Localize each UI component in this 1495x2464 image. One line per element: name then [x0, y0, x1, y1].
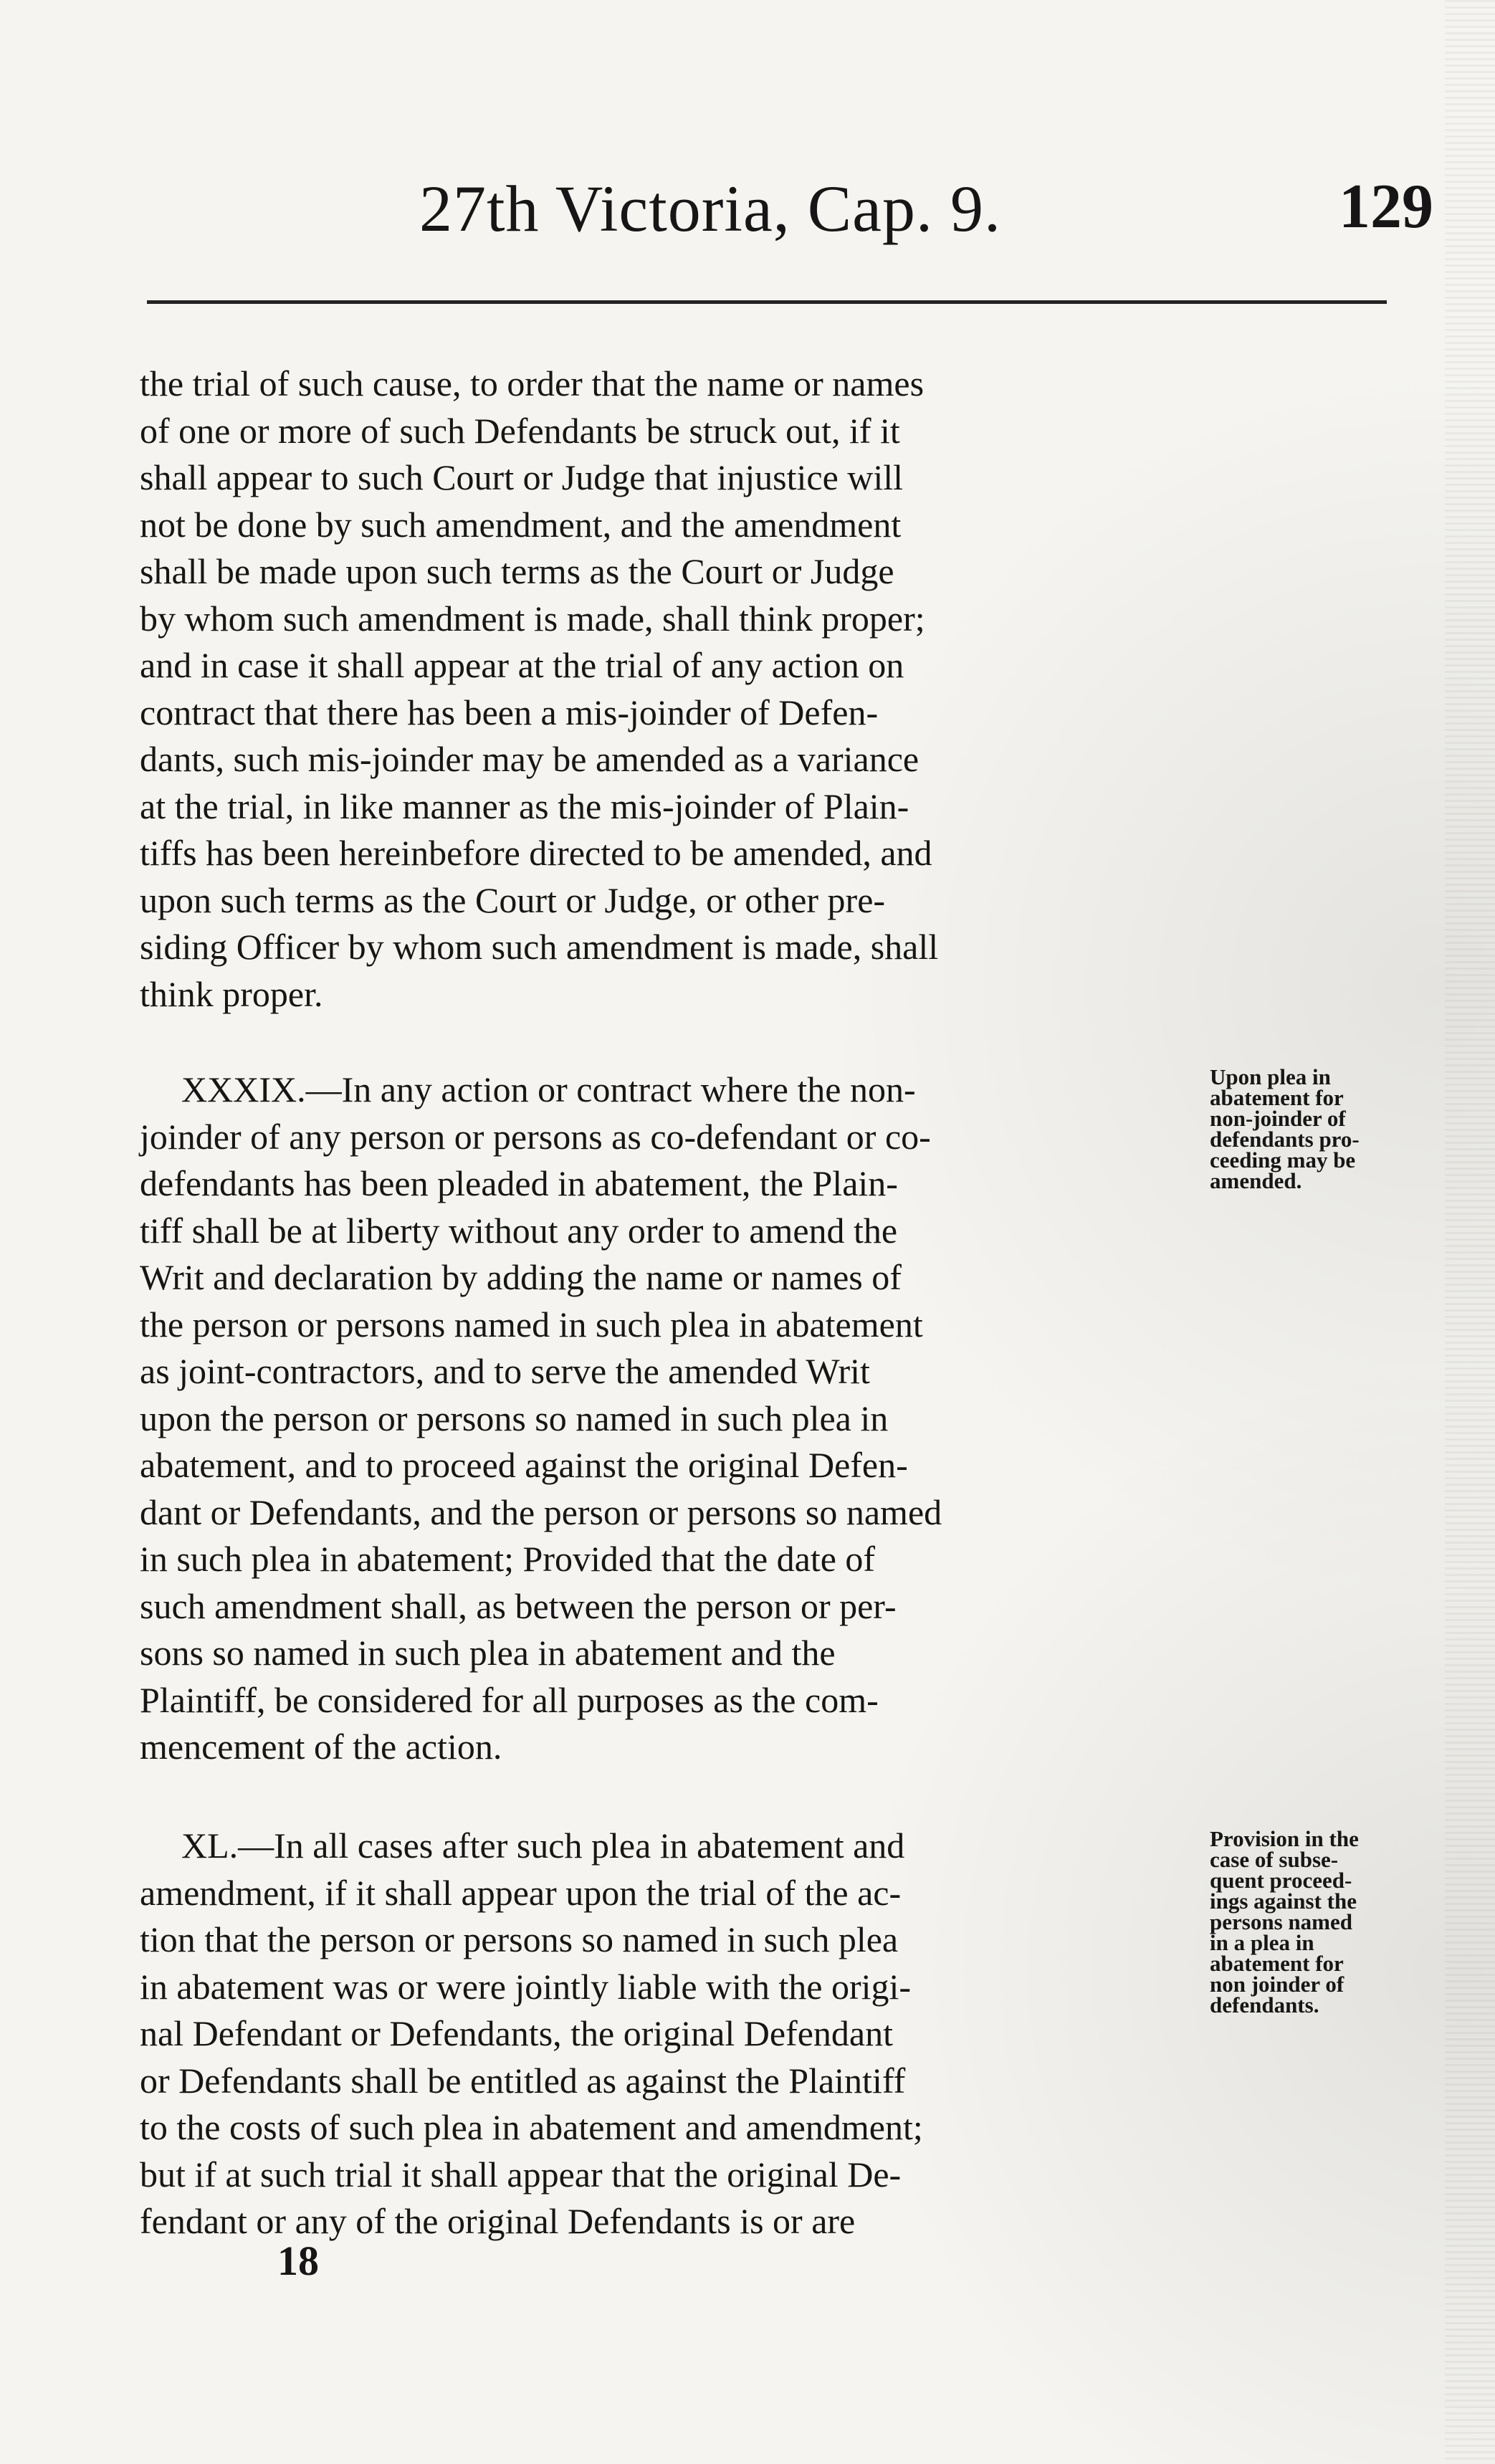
text-line: sons so named in such plea in abatement and the: [140, 1633, 836, 1673]
text-line: of one or more of such Defendants be struck out, if it: [140, 410, 900, 451]
text-line: tion that the person or persons so named in such plea: [140, 1919, 899, 1959]
text-line: abatement, and to proceed against the original Defen-: [140, 1445, 908, 1485]
page-edge-shadow: [1445, 0, 1495, 2464]
marginal-note-line: non-joinder of: [1210, 1106, 1346, 1131]
section-xxxix: [140, 1066, 1195, 1771]
text-line: the trial of such cause, to order that the name or names: [140, 363, 925, 403]
text-line: tiff shall be at liberty without any order to amend the: [140, 1210, 898, 1251]
text-line: Plaintiff, be considered for all purposes as the com-: [140, 1679, 879, 1720]
text-line: tiffs has been hereinbefore directed to be amended, and: [140, 833, 932, 873]
section-xl: [140, 1823, 1195, 2245]
marginal-note-line: ceeding may be: [1210, 1147, 1356, 1173]
text-line: and in case it shall appear at the trial of any action on: [140, 645, 904, 685]
marginal-note-line: ings against the: [1210, 1888, 1357, 1914]
text-line: to the costs of such plea in abatement and amendment;: [140, 2107, 923, 2147]
text-line: not be done by such amendment, and the amendment: [140, 504, 902, 545]
text-line: dants, such mis-joinder may be amended as a variance: [140, 739, 920, 779]
text-line: defendants has been pleaded in abatement, the Plain-: [140, 1163, 898, 1203]
marginal-note-line: Provision in the: [1210, 1826, 1359, 1851]
marginal-note-2: [1210, 1828, 1426, 2015]
marginal-note-line: in a plea in: [1210, 1930, 1314, 1955]
marginal-note-line: case of subse-: [1210, 1847, 1339, 1872]
marginal-note-line: quent proceed-: [1210, 1868, 1352, 1893]
text-line: joinder of any person or persons as co-defendant or co-: [140, 1116, 931, 1157]
marginal-note-line: abatement for: [1210, 1085, 1344, 1110]
marginal-note-line: amended.: [1210, 1168, 1302, 1193]
marginal-note-1: [1210, 1066, 1426, 1191]
page-header: [0, 171, 1495, 249]
marginal-note-line: defendants pro-: [1210, 1127, 1360, 1152]
page-number: 129: [1339, 172, 1433, 242]
text-line: as joint-contractors, and to serve the amended Writ: [140, 1351, 870, 1391]
paragraph-continuation: [140, 360, 1195, 1018]
marginal-note-line: non joinder of: [1210, 1972, 1344, 1997]
text-line: but if at such trial it shall appear that the original De-: [140, 2154, 902, 2195]
text-line: amendment, if it shall appear upon the trial of the ac-: [140, 1872, 902, 1913]
text-line: by whom such amendment is made, shall think proper;: [140, 598, 925, 639]
text-line: dant or Defendants, and the person or persons so named: [140, 1491, 942, 1532]
text-line: nal Defendant or Defendants, the original Defendant: [140, 2013, 893, 2053]
marginal-note-line: Upon plea in: [1210, 1064, 1331, 1089]
text-line: upon such terms as the Court or Judge, or other pre-: [140, 879, 886, 920]
text-line: the person or persons named in such plea in abatement: [140, 1304, 923, 1345]
signature-mark: 18: [277, 2238, 319, 2284]
header-rule: [147, 300, 1387, 304]
running-title: 27th Victoria, Cap. 9.: [419, 172, 1001, 245]
text-line: mencement of the action.: [140, 1727, 502, 1767]
text-line: XXXIX.—In any action or contract where the non-: [181, 1069, 916, 1109]
text-line: upon the person or persons so named in such plea in: [140, 1398, 889, 1438]
text-line: in such plea in abatement; Provided that the date of: [140, 1539, 876, 1579]
marginal-note-line: persons named: [1210, 1909, 1352, 1934]
text-line: think proper.: [140, 973, 323, 1014]
marginal-note-line: abatement for: [1210, 1951, 1344, 1976]
text-line: XL.—In all cases after such plea in abatement and: [181, 1825, 905, 1866]
text-line: Writ and declaration by adding the name or names of: [140, 1257, 902, 1297]
text-line: at the trial, in like manner as the mis-joinder of Plain-: [140, 785, 909, 826]
text-line: such amendment shall, as between the person or per-: [140, 1585, 897, 1626]
text-line: shall appear to such Court or Judge that injustice will: [140, 457, 904, 497]
text-line: shall be made upon such terms as the Court or Judge: [140, 551, 894, 591]
text-line: contract that there has been a mis-joinder of Defen-: [140, 692, 879, 732]
text-line: or Defendants shall be entitled as against the Plaintiff: [140, 2060, 906, 2101]
text-line: fendant or any of the original Defendants is or are: [140, 2201, 856, 2241]
text-line: siding Officer by whom such amendment is made, shall: [140, 927, 939, 967]
text-line: in abatement was or were jointly liable with the origi-: [140, 1966, 912, 2007]
marginal-note-line: defendants.: [1210, 1992, 1319, 2017]
